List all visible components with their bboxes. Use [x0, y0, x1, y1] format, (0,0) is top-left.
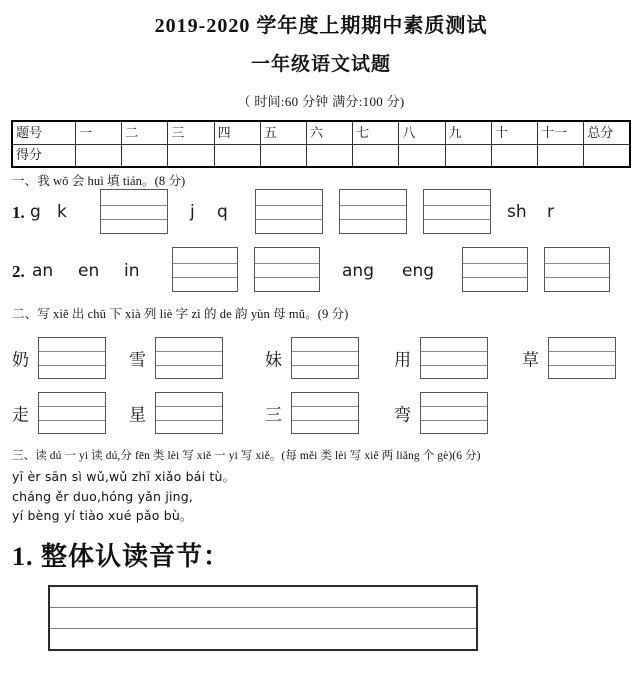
- char-glyph: 走: [12, 405, 29, 425]
- score-cell-4[interactable]: [214, 144, 260, 167]
- score-cell-11[interactable]: [538, 144, 584, 167]
- score-table-col-9: 九: [445, 121, 491, 145]
- section-1-prompt: 一、我 wǒ 会 huì 填 tián。(8 分): [12, 173, 186, 188]
- answer-box-container: [48, 585, 642, 651]
- score-cell-total[interactable]: [584, 144, 630, 167]
- exam-info-line: （ 时间:60 分钟 满分:100 分): [237, 93, 405, 109]
- pinyin-write-box[interactable]: [291, 337, 359, 379]
- char-item: [265, 337, 359, 379]
- score-cell-10[interactable]: [491, 144, 537, 167]
- char-item: [12, 337, 106, 379]
- score-table-col-2: 二: [122, 121, 168, 145]
- pinyin-sh: sh: [507, 202, 527, 223]
- pinyin-in: in: [124, 261, 140, 282]
- char-glyph: 妹: [265, 350, 282, 370]
- pinyin-q: q: [217, 202, 228, 223]
- score-table-col-10: 十: [491, 121, 537, 145]
- char-item: [265, 392, 359, 434]
- answer-write-box[interactable]: [48, 585, 478, 651]
- score-cell-9[interactable]: [445, 144, 491, 167]
- page-title: 2019-2020 学年度上期期中素质测试: [154, 15, 488, 37]
- pinyin-write-box[interactable]: [423, 189, 491, 234]
- pinyin-write-box[interactable]: [544, 247, 610, 292]
- table-row-scores: [12, 144, 630, 167]
- pinyin-en: en: [78, 261, 100, 282]
- row-number-2: 2.: [12, 262, 25, 282]
- section-3-sub-heading: 1. 整体认读音节：: [12, 541, 231, 571]
- score-cell-5[interactable]: [260, 144, 306, 167]
- pinyin-line-2: cháng ěr duo,hóng yǎn jing,: [12, 488, 194, 504]
- rule-line: [50, 607, 476, 608]
- pinyin-write-box[interactable]: [254, 247, 320, 292]
- char-item: [522, 337, 616, 379]
- char-glyph: 三: [265, 405, 282, 425]
- pinyin-eng: eng: [402, 261, 435, 282]
- pinyin-write-box[interactable]: [420, 392, 488, 434]
- pinyin-ang: ang: [342, 261, 374, 282]
- char-glyph: 弯: [394, 405, 411, 425]
- pinyin-write-box[interactable]: [172, 247, 238, 292]
- pinyin-k: k: [57, 202, 67, 223]
- char-item: [394, 392, 488, 434]
- pinyin-write-box[interactable]: [255, 189, 323, 234]
- score-table-col-6: 六: [307, 121, 353, 145]
- score-table-col-5: 五: [260, 121, 306, 145]
- pinyin-write-box[interactable]: [100, 189, 168, 234]
- score-table-container: [11, 120, 631, 168]
- section-2-row-1: [12, 331, 642, 384]
- section-2-row-2: [12, 386, 642, 439]
- pinyin-line-1: yī èr sān sì wǔ,wǔ zhī xiǎo bái tù。: [12, 469, 236, 485]
- table-row-header: [12, 121, 630, 145]
- score-table-row-label-0: 题号: [12, 121, 76, 145]
- char-glyph: 雪: [129, 350, 146, 370]
- score-cell-6[interactable]: [307, 144, 353, 167]
- char-item: [394, 337, 488, 379]
- score-table-col-7: 七: [353, 121, 399, 145]
- score-table-col-8: 八: [399, 121, 445, 145]
- pinyin-write-box[interactable]: [155, 392, 223, 434]
- section-1-row-1: [12, 189, 642, 241]
- score-table-col-1: 一: [76, 121, 122, 145]
- score-cell-2[interactable]: [122, 144, 168, 167]
- section-2-prompt: 二、写 xiě 出 chū 下 xià 列 liè 字 zì 的 de 韵 yùn 母 mǔ。(9 分): [12, 307, 349, 322]
- char-glyph: 用: [394, 350, 411, 370]
- pinyin-write-box[interactable]: [462, 247, 528, 292]
- score-cell-8[interactable]: [399, 144, 445, 167]
- rule-line: [50, 628, 476, 629]
- score-table-col-total: 总分: [584, 121, 630, 145]
- pinyin-write-box[interactable]: [291, 392, 359, 434]
- char-glyph: 奶: [12, 350, 29, 370]
- page-subtitle: 一年级语文试题: [250, 54, 391, 75]
- char-glyph: 星: [129, 405, 146, 425]
- pinyin-j: j: [190, 202, 195, 223]
- score-table-col-3: 三: [168, 121, 214, 145]
- score-table-col-4: 四: [214, 121, 260, 145]
- pinyin-r: r: [547, 202, 554, 223]
- row-number-1: 1.: [12, 203, 25, 223]
- section-1-row-2: [12, 247, 642, 303]
- char-item: [129, 392, 223, 434]
- pinyin-write-box[interactable]: [420, 337, 488, 379]
- pinyin-g: g: [30, 202, 41, 223]
- score-table-row-label-1: 得分: [12, 144, 76, 167]
- score-cell-1[interactable]: [76, 144, 122, 167]
- score-cell-7[interactable]: [353, 144, 399, 167]
- score-table-col-11: 十一: [538, 121, 584, 145]
- score-cell-3[interactable]: [168, 144, 214, 167]
- exam-paper-page: [0, 14, 642, 700]
- char-glyph: 草: [522, 350, 539, 370]
- pinyin-line-3: yí bèng yí tiào xué pǎo bù。: [12, 508, 193, 524]
- char-item: [12, 392, 106, 434]
- section-3-prompt: 三、读 dú 一 yi 读 dú,分 fēn 类 lèi 写 xiě 一 yi 写 xiě。(每 měi 类 lèi 写 xiě 两 liǎng 个 gè)(6 分): [12, 450, 481, 463]
- pinyin-write-box[interactable]: [155, 337, 223, 379]
- pinyin-write-box[interactable]: [548, 337, 616, 379]
- pinyin-write-box[interactable]: [38, 392, 106, 434]
- char-item: [129, 337, 223, 379]
- pinyin-an: an: [32, 261, 54, 282]
- pinyin-write-box[interactable]: [38, 337, 106, 379]
- pinyin-write-box[interactable]: [339, 189, 407, 234]
- score-table: [11, 120, 631, 168]
